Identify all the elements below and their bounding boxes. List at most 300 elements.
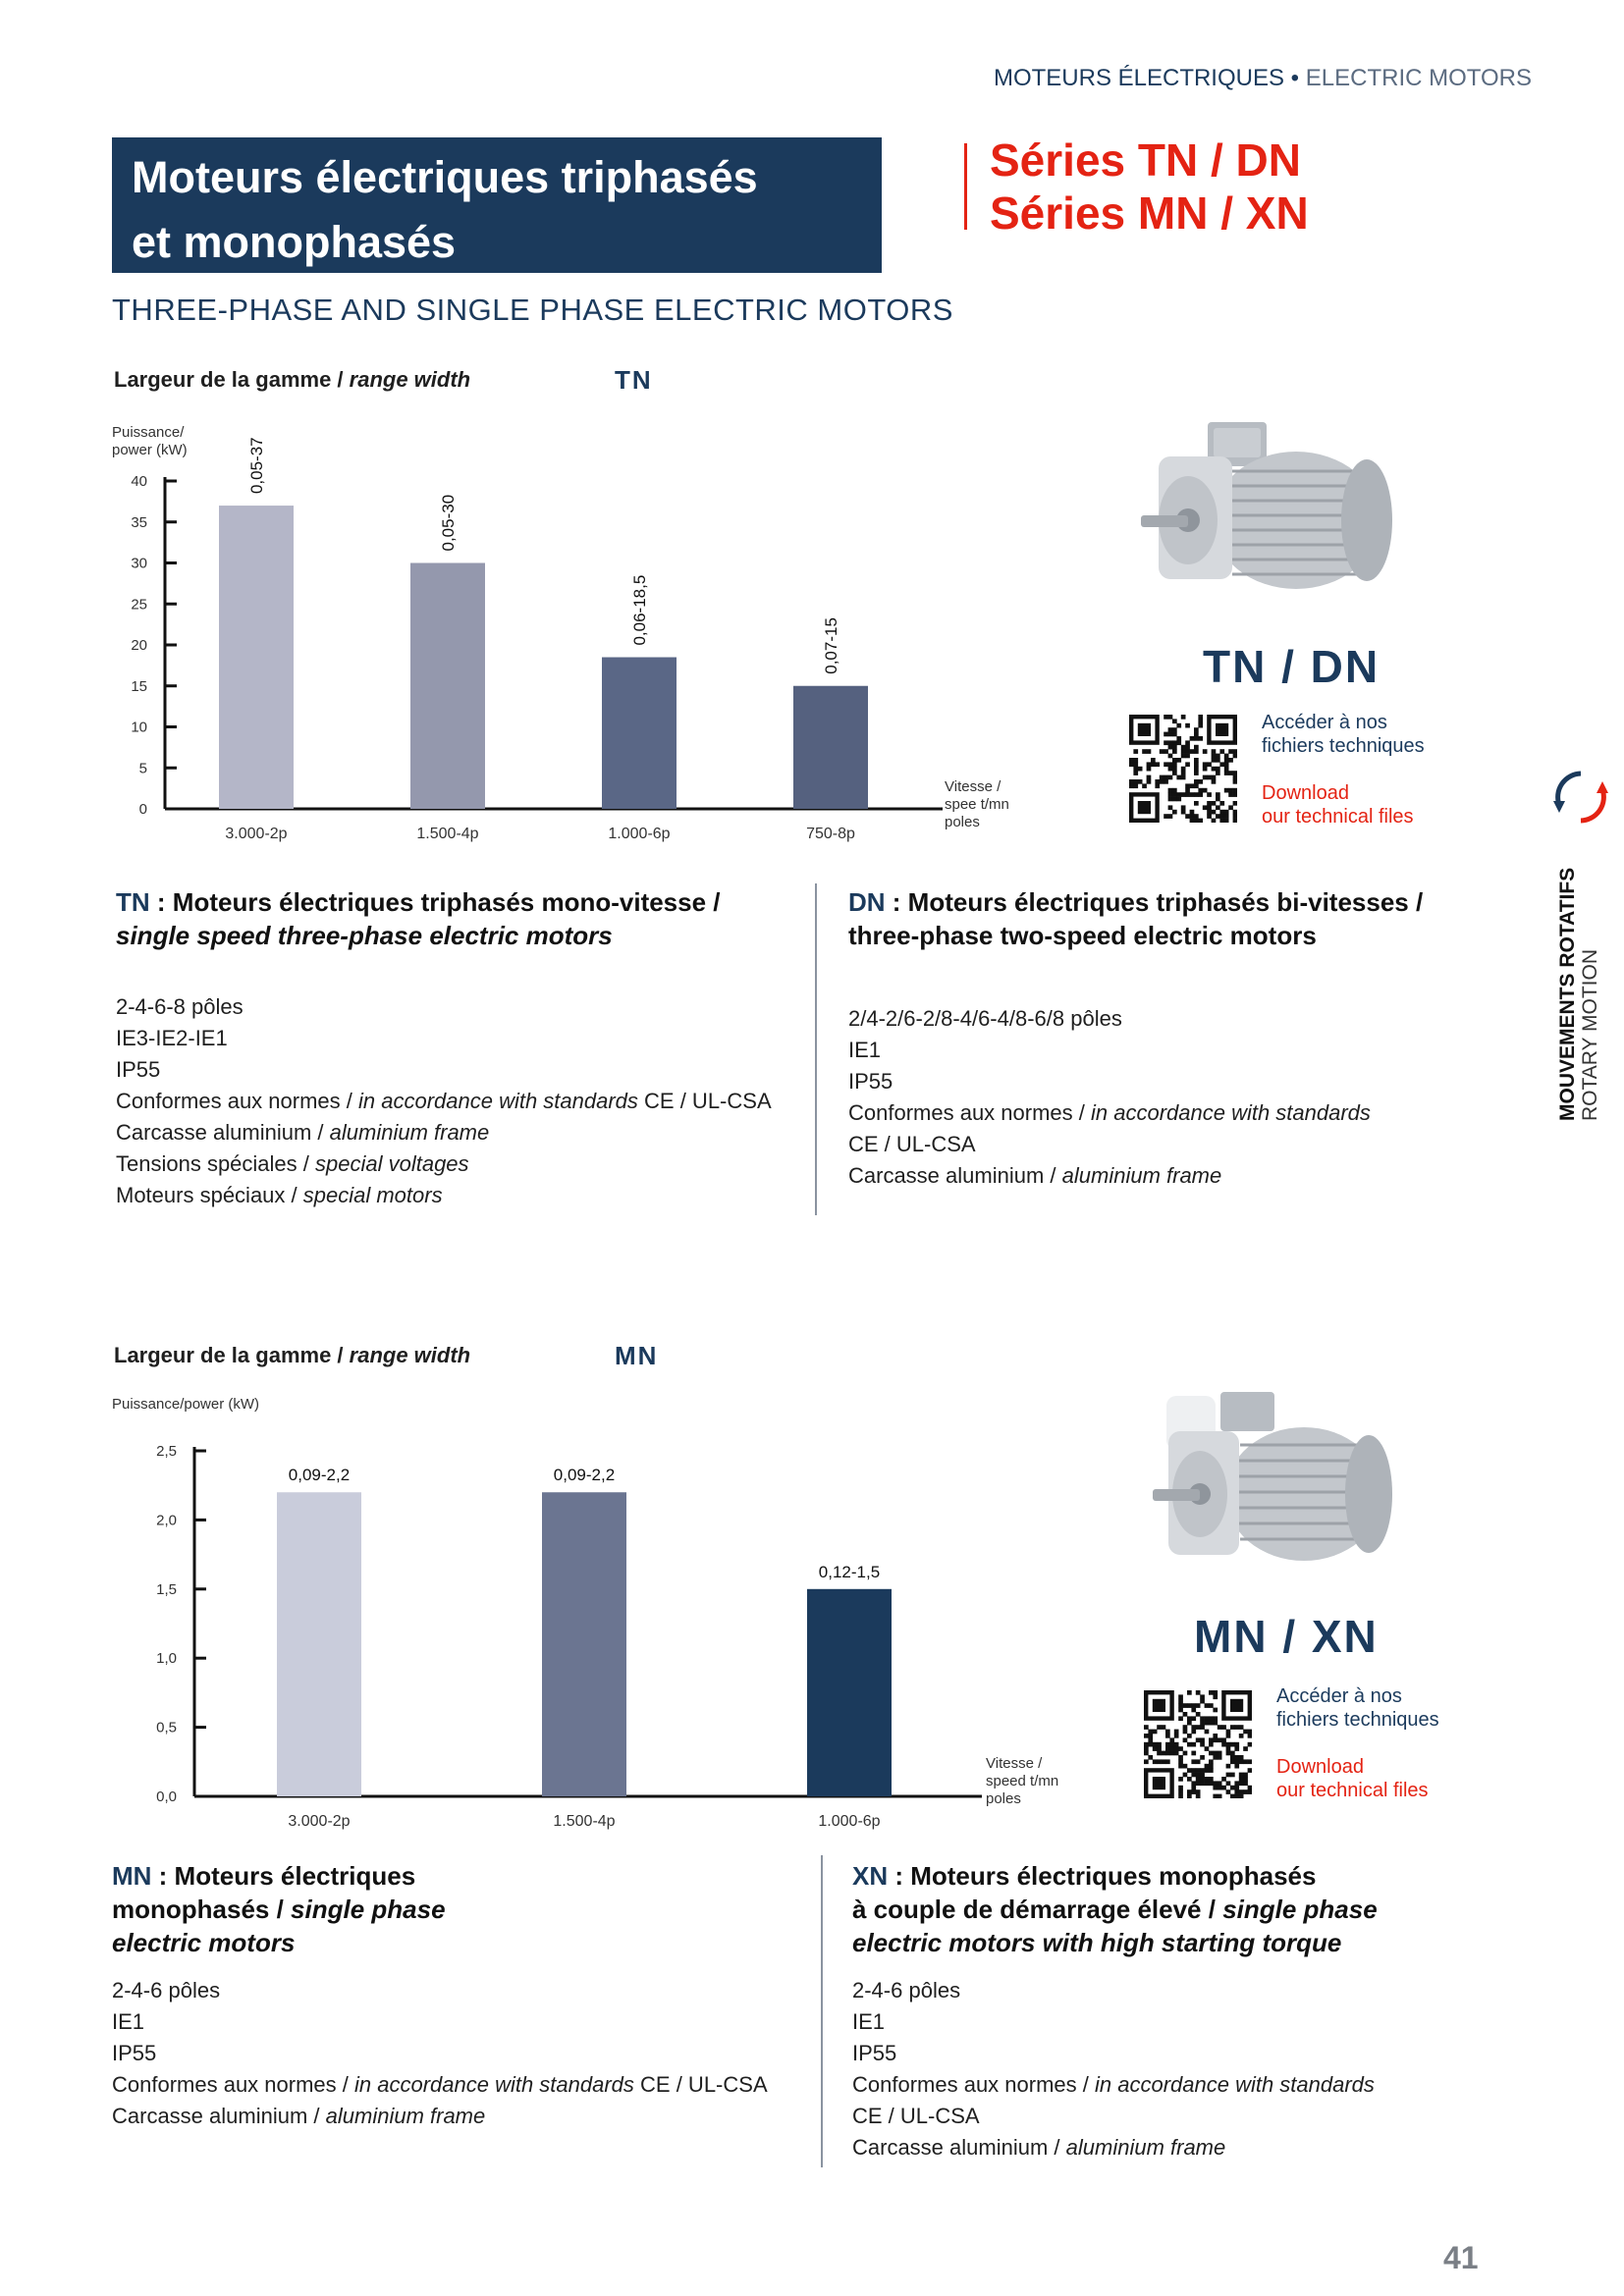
qr-module	[1168, 805, 1173, 810]
dn-feature-fr: Carcasse aluminium /	[848, 1163, 1062, 1188]
tn-feature-fr: Carcasse aluminium /	[116, 1120, 330, 1145]
tn-bar-chart	[118, 432, 952, 854]
page-title-line1: Moteurs électriques triphasés	[132, 152, 758, 202]
xn-feature-item	[852, 2132, 1520, 2163]
page-title-box	[112, 137, 882, 273]
xn-code: XN	[852, 1861, 889, 1891]
dn-sep: :	[885, 887, 908, 917]
qr-module	[1218, 1755, 1222, 1760]
qr-module	[1178, 1786, 1183, 1790]
qr-module	[1230, 1755, 1235, 1760]
qr-module	[1209, 1721, 1214, 1726]
mn-bar-chart	[118, 1414, 992, 1836]
qr-module	[1187, 1789, 1192, 1794]
qr-module	[1133, 771, 1138, 775]
qr-module	[1226, 1746, 1231, 1751]
qr-module	[1228, 788, 1233, 793]
qr-module	[1234, 1786, 1239, 1790]
mn-category-label: 1.500-4p	[553, 1813, 616, 1830]
qr-module	[1172, 719, 1177, 723]
qr-module	[1226, 1764, 1231, 1769]
tn-qr-code[interactable]	[1129, 715, 1237, 823]
tn-technical-files-link[interactable]	[1262, 711, 1425, 828]
qr-module	[1233, 819, 1237, 823]
qr-module	[1224, 762, 1229, 767]
qr-module	[1191, 1768, 1196, 1773]
qr-module	[1218, 1725, 1222, 1730]
qr-module	[1183, 1712, 1188, 1717]
mn-link-fr-2: fichiers techniques	[1276, 1709, 1439, 1731]
tn-y-tick-label: 15	[131, 677, 147, 695]
qr-module	[1176, 797, 1181, 802]
tn-feature-item	[116, 1148, 803, 1180]
qr-module	[1191, 1789, 1196, 1794]
tn-data-label: 0,07-15	[822, 617, 840, 674]
dn-description	[848, 885, 1516, 1192]
tn-dn-product-name: TN / DN	[1203, 641, 1380, 692]
qr-module	[1162, 1759, 1166, 1764]
tn-bar	[602, 658, 677, 809]
qr-module	[1228, 792, 1233, 797]
qr-module	[1187, 1690, 1192, 1695]
qr-module	[1196, 1768, 1201, 1773]
qr-module	[1200, 1768, 1205, 1773]
qr-module	[1221, 1786, 1226, 1790]
header-category-fr: MOTEURS ÉLECTRIQUES	[993, 65, 1284, 91]
qr-module	[1207, 801, 1212, 806]
qr-module	[1181, 767, 1186, 772]
qr-module	[1190, 819, 1195, 823]
dn-code: DN	[848, 887, 886, 917]
dn-title-fr: Moteurs électriques triphasés bi-vitesses /	[907, 887, 1424, 917]
side-tab-main: MOUVEMENTS ROTATIFS	[1556, 867, 1579, 1121]
qr-module	[1181, 745, 1186, 750]
mn-axis-note-3: poles	[986, 1790, 1021, 1807]
qr-module	[1164, 775, 1168, 780]
tn-axis-note-1: Vitesse /	[945, 778, 1001, 795]
mn-feature-item	[112, 2069, 799, 2101]
qr-finder-core	[1230, 1699, 1243, 1712]
tn-feature-item	[116, 1023, 803, 1054]
qr-module	[1164, 732, 1168, 737]
qr-module	[1196, 1690, 1201, 1695]
qr-module	[1153, 1742, 1158, 1747]
qr-module	[1213, 1721, 1218, 1726]
tn-feature-en: special voltages	[315, 1151, 469, 1176]
qr-module	[1147, 779, 1152, 784]
qr-module	[1205, 1703, 1210, 1708]
qr-module	[1209, 1737, 1214, 1742]
tn-feature-tail: CE / UL-CSA	[637, 1089, 772, 1113]
qr-module	[1233, 788, 1237, 793]
mn-sep: :	[151, 1861, 175, 1891]
tn-link-en-1: Download	[1262, 782, 1349, 804]
qr-module	[1178, 1755, 1183, 1760]
qr-module	[1212, 810, 1217, 815]
qr-module	[1183, 1764, 1188, 1769]
qr-module	[1147, 767, 1152, 772]
mn-description	[112, 1859, 799, 2132]
qr-module	[1243, 1746, 1248, 1751]
qr-module	[1212, 758, 1217, 763]
qr-module	[1168, 775, 1173, 780]
qr-finder-core	[1153, 1777, 1165, 1789]
mn-heading-fr: Largeur de la gamme /	[114, 1343, 350, 1367]
qr-module	[1183, 1773, 1188, 1778]
mn-feature-en: aluminium frame	[325, 2104, 486, 2128]
qr-module	[1226, 1751, 1231, 1756]
qr-module	[1194, 762, 1199, 767]
qr-module	[1216, 797, 1220, 802]
qr-module	[1219, 810, 1224, 815]
qr-module	[1198, 819, 1203, 823]
qr-module	[1200, 1742, 1205, 1747]
qr-module	[1243, 1759, 1248, 1764]
dn-title-en: three-phase two-speed electric motors	[848, 921, 1317, 950]
tn-feature-item	[116, 991, 803, 1023]
qr-module	[1196, 1759, 1201, 1764]
mn-title-line2-en: single phase	[291, 1895, 446, 1924]
tn-link-fr-2: fichiers techniques	[1262, 735, 1425, 757]
qr-module	[1168, 715, 1173, 720]
mn-chart-tag: MN	[615, 1341, 659, 1370]
qr-module	[1190, 736, 1195, 741]
tn-feature-fr: 2-4-6-8 pôles	[116, 994, 244, 1019]
qr-module	[1176, 775, 1181, 780]
qr-module	[1187, 1794, 1192, 1798]
qr-module	[1209, 1781, 1214, 1786]
qr-module	[1234, 1764, 1239, 1769]
qr-module	[1191, 1730, 1196, 1735]
qr-module	[1212, 754, 1217, 759]
qr-module	[1233, 814, 1237, 819]
qr-module	[1164, 740, 1168, 745]
qr-module	[1243, 1730, 1248, 1735]
qr-module	[1213, 1694, 1218, 1699]
xn-feature-fr: Conformes aux normes /	[852, 2072, 1095, 2097]
qr-module	[1183, 1737, 1188, 1742]
qr-module	[1168, 792, 1173, 797]
qr-module	[1169, 1746, 1174, 1751]
tn-feature-en: special motors	[302, 1183, 443, 1207]
tn-feature-fr: Moteurs spéciaux /	[116, 1183, 303, 1207]
qr-module	[1196, 1777, 1201, 1782]
mn-feature-fr: IP55	[112, 2041, 157, 2065]
tn-feature-list	[116, 991, 803, 1211]
tn-heading-en: range width	[349, 367, 471, 392]
qr-module	[1185, 749, 1190, 754]
qr-module	[1194, 779, 1199, 784]
qr-module	[1203, 775, 1208, 780]
xn-description	[852, 1859, 1520, 2163]
qr-module	[1234, 1794, 1239, 1798]
qr-module	[1248, 1768, 1252, 1773]
xn-feature-fr: 2-4-6 pôles	[852, 1978, 961, 2002]
qr-module	[1200, 1737, 1205, 1742]
tn-link-fr-1: Accéder à nos	[1262, 712, 1387, 733]
qr-module	[1205, 1768, 1210, 1773]
xn-feature-item	[852, 1975, 1520, 2006]
tn-category-label: 3.000-2p	[225, 826, 288, 842]
tn-link-en-2: our technical files	[1262, 806, 1414, 828]
tn-y-tick-label: 20	[131, 637, 147, 654]
qr-module	[1233, 749, 1237, 754]
qr-module	[1226, 1773, 1231, 1778]
qr-module	[1234, 1781, 1239, 1786]
qr-module	[1160, 749, 1164, 754]
qr-module	[1205, 1764, 1210, 1769]
qr-module	[1194, 801, 1199, 806]
qr-module	[1165, 1759, 1170, 1764]
qr-module	[1212, 749, 1217, 754]
xn-title-line2-en: single phase	[1222, 1895, 1378, 1924]
qr-module	[1181, 754, 1186, 759]
qr-module	[1176, 723, 1181, 728]
side-section-tab	[1556, 846, 1603, 1121]
qr-module	[1181, 810, 1186, 815]
qr-module	[1196, 1703, 1201, 1708]
tn-y-tick-label: 0	[138, 801, 147, 818]
qr-module	[1234, 1789, 1239, 1794]
qr-module	[1178, 1764, 1183, 1769]
qr-module	[1190, 783, 1195, 788]
mn-axis-note-1: Vitesse /	[986, 1755, 1043, 1772]
qr-module	[1147, 775, 1152, 780]
qr-module	[1178, 1716, 1183, 1721]
qr-module	[1205, 1730, 1210, 1735]
qr-module	[1233, 771, 1237, 775]
qr-module	[1226, 1781, 1231, 1786]
qr-module	[1187, 1742, 1192, 1747]
page-subtitle: THREE-PHASE AND SINGLE PHASE ELECTRIC MOTORS	[112, 293, 953, 327]
tn-axis-note	[945, 778, 1009, 831]
mn-technical-files-link[interactable]	[1276, 1684, 1439, 1802]
tn-category-label: 1.500-4p	[416, 826, 479, 842]
xn-feature-item	[852, 2006, 1520, 2038]
tn-data-label: 0,06-18,5	[630, 574, 649, 646]
qr-module	[1239, 1725, 1244, 1730]
qr-module	[1243, 1789, 1248, 1794]
tn-code: TN	[116, 887, 150, 917]
qr-module	[1148, 1742, 1153, 1747]
qr-module	[1207, 814, 1212, 819]
rotation-arrows-icon	[1549, 766, 1612, 828]
tn-feature-item	[116, 1180, 803, 1211]
tn-bar	[793, 686, 868, 809]
mn-qr-code[interactable]	[1144, 1690, 1252, 1798]
qr-module	[1194, 745, 1199, 750]
qr-module	[1190, 810, 1195, 815]
qr-module	[1183, 1703, 1188, 1708]
qr-module	[1129, 779, 1134, 784]
qr-module	[1144, 1742, 1149, 1747]
qr-module	[1207, 762, 1212, 767]
mn-y-tick-label: 0,5	[156, 1719, 177, 1736]
qr-module	[1209, 1777, 1214, 1782]
qr-module	[1230, 1786, 1235, 1790]
qr-module	[1216, 814, 1220, 819]
qr-module	[1187, 1768, 1192, 1773]
qr-module	[1248, 1786, 1252, 1790]
qr-module	[1191, 1751, 1196, 1756]
qr-module	[1200, 1773, 1205, 1778]
mn-feature-item	[112, 1975, 799, 2006]
qr-module	[1174, 1730, 1179, 1735]
qr-module	[1212, 819, 1217, 823]
qr-module	[1169, 1737, 1174, 1742]
qr-module	[1209, 1703, 1214, 1708]
dn-feature-fr: IE1	[848, 1038, 882, 1062]
qr-module	[1144, 1725, 1149, 1730]
mn-feature-fr: IE1	[112, 2009, 145, 2034]
qr-module	[1178, 1694, 1183, 1699]
qr-module	[1148, 1730, 1153, 1735]
qr-module	[1203, 749, 1208, 754]
qr-module	[1168, 762, 1173, 767]
qr-module	[1191, 1759, 1196, 1764]
xn-feature-fr: Carcasse aluminium /	[852, 2135, 1066, 2160]
dn-description-title	[848, 885, 1516, 952]
qr-module	[1176, 758, 1181, 763]
qr-module	[1200, 1721, 1205, 1726]
qr-module	[1190, 814, 1195, 819]
dn-feature-item	[848, 1066, 1516, 1097]
mn-axis-note-2: speed t/mn	[986, 1773, 1059, 1789]
qr-module	[1218, 1751, 1222, 1756]
qr-module	[1191, 1742, 1196, 1747]
qr-module	[1228, 758, 1233, 763]
tn-axis-note-3: poles	[945, 814, 980, 830]
qr-module	[1181, 715, 1186, 720]
qr-module	[1181, 792, 1186, 797]
qr-module	[1191, 1773, 1196, 1778]
qr-module	[1200, 1755, 1205, 1760]
qr-module	[1230, 1751, 1235, 1756]
qr-module	[1185, 792, 1190, 797]
mn-chart-heading	[114, 1343, 470, 1368]
qr-finder-core	[1153, 1699, 1165, 1712]
qr-module	[1224, 767, 1229, 772]
qr-module	[1133, 749, 1138, 754]
dn-feature-fr: CE / UL-CSA	[848, 1132, 976, 1156]
qr-module	[1178, 1789, 1183, 1794]
qr-module	[1248, 1730, 1252, 1735]
qr-module	[1200, 1725, 1205, 1730]
mn-xn-divider	[821, 1855, 823, 2167]
qr-module	[1198, 715, 1203, 720]
xn-title-line3-en: electric motors with high starting torque	[852, 1928, 1342, 1957]
qr-module	[1178, 1708, 1183, 1713]
qr-module	[1224, 758, 1229, 763]
mn-bar	[277, 1492, 361, 1796]
tn-feature-en: aluminium frame	[329, 1120, 490, 1145]
qr-module	[1233, 792, 1237, 797]
qr-module	[1200, 1694, 1205, 1699]
qr-module	[1172, 749, 1177, 754]
qr-module	[1198, 723, 1203, 728]
qr-module	[1216, 754, 1220, 759]
qr-module	[1213, 1716, 1218, 1721]
tn-sep: :	[149, 887, 173, 917]
qr-module	[1185, 740, 1190, 745]
qr-module	[1228, 771, 1233, 775]
qr-module	[1213, 1794, 1218, 1798]
qr-module	[1239, 1781, 1244, 1786]
tn-feature-item	[116, 1054, 803, 1086]
qr-module	[1198, 736, 1203, 741]
qr-module	[1168, 740, 1173, 745]
header-category-en: ELECTRIC MOTORS	[1305, 65, 1532, 91]
qr-module	[1218, 1786, 1222, 1790]
tn-y-tick-label: 5	[138, 760, 147, 777]
qr-module	[1164, 814, 1168, 819]
qr-module	[1209, 1742, 1214, 1747]
mn-feature-item	[112, 2038, 799, 2069]
qr-module	[1213, 1690, 1218, 1695]
mn-y-tick-label: 2,0	[156, 1512, 177, 1529]
qr-module	[1207, 775, 1212, 780]
qr-module	[1172, 792, 1177, 797]
tn-feature-fr: Conformes aux normes /	[116, 1089, 358, 1113]
tn-y-tick-label: 40	[131, 473, 147, 490]
qr-module	[1194, 736, 1199, 741]
qr-module	[1172, 771, 1177, 775]
qr-module	[1200, 1781, 1205, 1786]
qr-module	[1216, 792, 1220, 797]
qr-module	[1239, 1755, 1244, 1760]
qr-module	[1174, 1751, 1179, 1756]
qr-module	[1196, 1773, 1201, 1778]
qr-module	[1181, 771, 1186, 775]
qr-module	[1243, 1773, 1248, 1778]
tn-chart-heading	[114, 367, 470, 393]
dn-feature-item	[848, 1035, 1516, 1066]
qr-module	[1138, 767, 1143, 772]
qr-module	[1213, 1708, 1218, 1713]
qr-module	[1216, 767, 1220, 772]
xn-feature-item	[852, 2069, 1520, 2101]
qr-module	[1219, 762, 1224, 767]
mn-heading-en: range width	[349, 1343, 471, 1367]
qr-module	[1133, 762, 1138, 767]
mn-category-label: 3.000-2p	[288, 1813, 351, 1830]
qr-module	[1230, 1773, 1235, 1778]
qr-module	[1176, 792, 1181, 797]
dn-feature-en: aluminium frame	[1061, 1163, 1222, 1188]
qr-module	[1196, 1712, 1201, 1717]
qr-module	[1233, 754, 1237, 759]
tn-data-label: 0,05-30	[439, 494, 458, 552]
tn-data-label: 0,05-37	[247, 437, 266, 495]
qr-module	[1194, 792, 1199, 797]
qr-module	[1221, 1777, 1226, 1782]
tn-feature-fr: Tensions spéciales /	[116, 1151, 315, 1176]
qr-module	[1187, 1716, 1192, 1721]
side-tab-sub: ROTARY MOTION	[1579, 948, 1601, 1121]
qr-module	[1165, 1751, 1170, 1756]
tn-category-label: 1.000-6p	[608, 826, 671, 842]
qr-module	[1224, 814, 1229, 819]
dn-feature-item	[848, 1003, 1516, 1035]
qr-module	[1221, 1725, 1226, 1730]
qr-module	[1157, 1751, 1162, 1756]
qr-module	[1194, 732, 1199, 737]
qr-module	[1196, 1781, 1201, 1786]
mn-data-label: 0,09-2,2	[288, 1466, 351, 1485]
qr-module	[1176, 736, 1181, 741]
qr-module	[1213, 1737, 1218, 1742]
tn-description	[116, 885, 803, 1211]
